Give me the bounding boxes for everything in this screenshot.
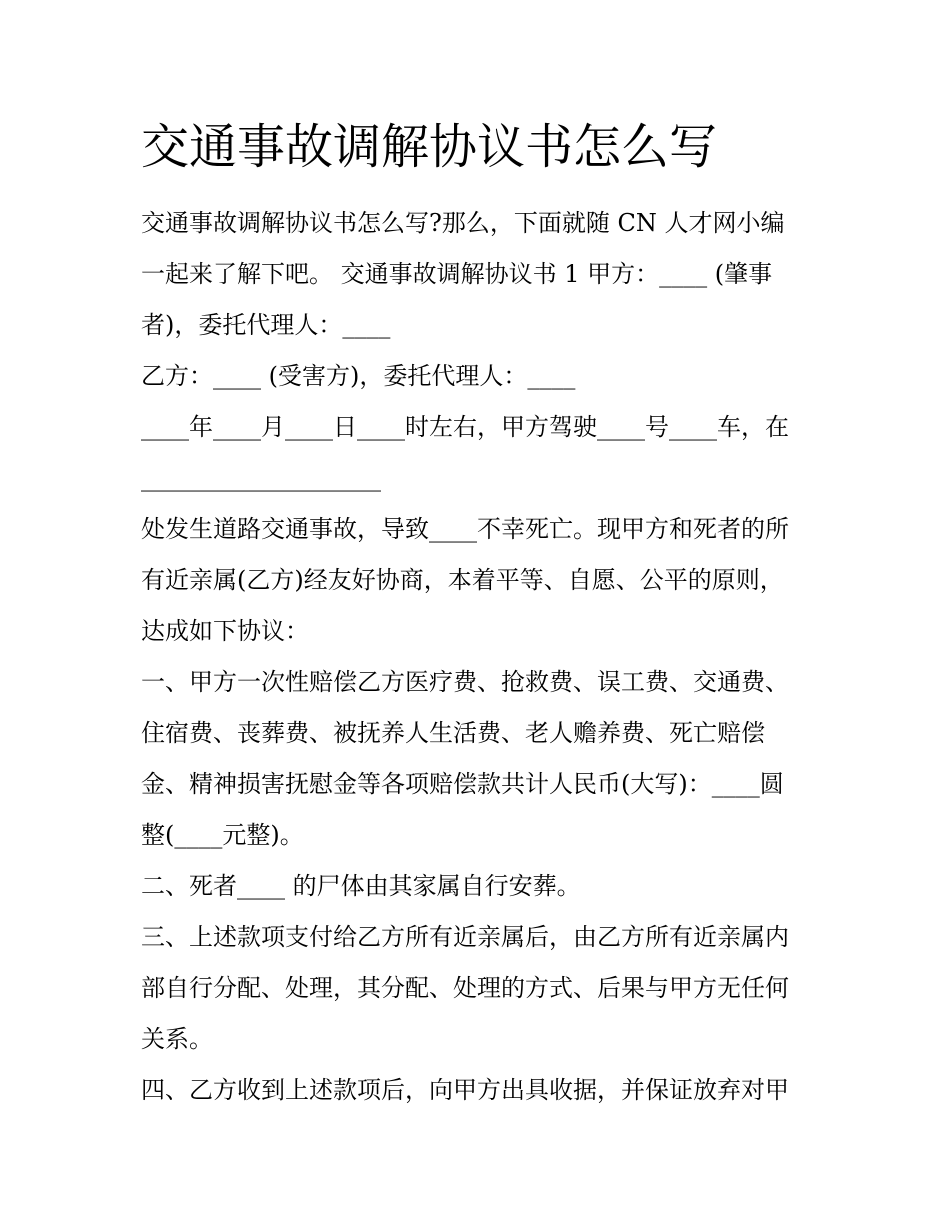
body-line: 住宿费、丧葬费、被抚养人生活费、老人赡养费、死亡赔偿 [141,719,765,747]
body-line: 达成如下协议： [141,617,309,645]
body-line: 者)，委托代理人：____ [141,311,391,339]
document-title: 交通事故调解协议书怎么写 [141,119,718,175]
body-line: 有近亲属(乙方)经友好协商，本着平等、自愿、公平的原则， [141,566,784,594]
body-line: ____年____月____日____时左右，甲方驾驶____号____车，在 [141,413,789,441]
body-line: 四、乙方收到上述款项后，向甲方出具收据，并保证放弃对甲 [141,1076,789,1104]
body-line: 部自行分配、处理，其分配、处理的方式、后果与甲方无任何 [141,974,789,1002]
body-line: 一、甲方一次性赔偿乙方医疗费、抢救费、误工费、交通费、 [141,668,789,696]
body-line: 交通事故调解协议书怎么写?那么，下面就随 CN 人才网小编 [141,209,785,237]
document-body [141,198,821,1116]
body-line: 处发生道路交通事故，导致____不幸死亡。现甲方和死者的所 [141,515,789,543]
body-line: 整(____元整)。 [141,821,304,849]
body-line: 关系。 [141,1025,213,1053]
body-line: ____________________ [141,464,381,492]
body-line: 一起来了解下吧。 交通事故调解协议书 1 甲方：____ (肇事 [141,260,773,288]
body-line: 金、精神损害抚慰金等各项赔偿款共计人民币(大写)：____圆 [141,770,784,798]
document-page [141,112,821,1116]
body-line: 三、上述款项支付给乙方所有近亲属后，由乙方所有近亲属内 [141,923,789,951]
body-line: 二、死者____ 的尸体由其家属自行安葬。 [141,872,581,900]
body-line: 乙方：____ (受害方)，委托代理人：____ [141,362,576,390]
